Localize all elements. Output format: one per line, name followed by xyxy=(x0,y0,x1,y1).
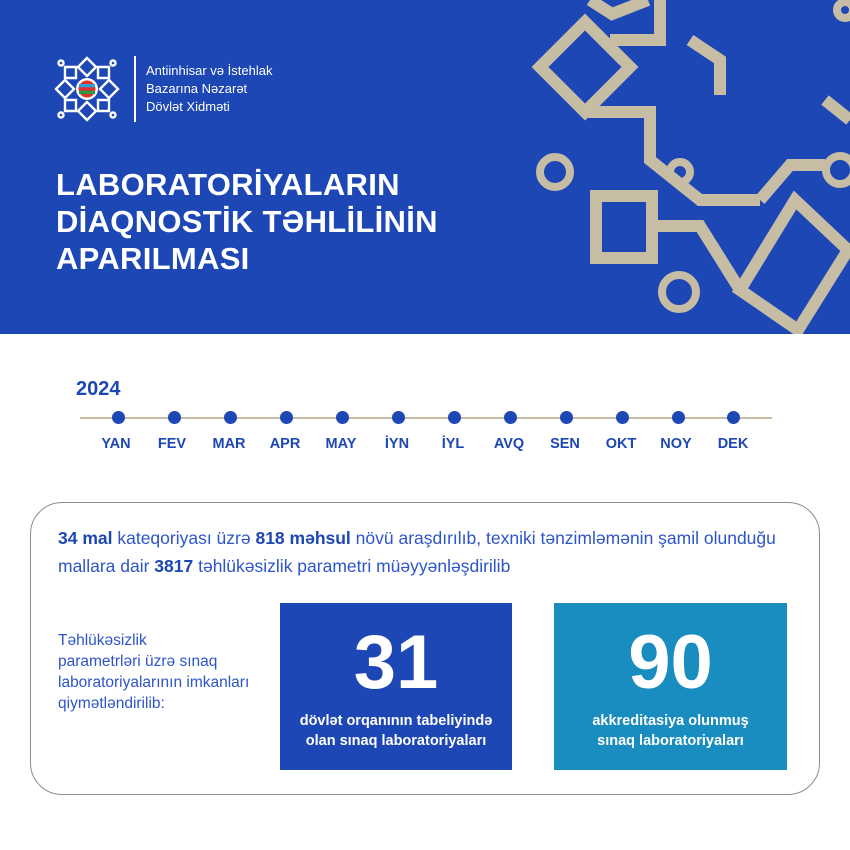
stat-caption-line: sınaq laboratoriyaları xyxy=(597,733,744,749)
summary-fragment: təhlükəsizlik parametri müəyyənləşdirilib xyxy=(193,556,511,576)
timeline-dot-yan xyxy=(112,411,125,424)
timeline-year: 2024 xyxy=(76,378,121,400)
ornament-diamond xyxy=(740,200,848,330)
stat-number: 31 xyxy=(353,620,439,705)
timeline-month-label: APR xyxy=(269,436,301,452)
page-title xyxy=(56,166,438,277)
timeline-dot-iyn xyxy=(392,411,405,424)
page-title-line: LABORATORİYALARIN xyxy=(56,167,400,202)
timeline-dot-avq xyxy=(504,411,517,424)
timeline-dot-noy xyxy=(672,411,685,424)
summary-fragment: növü araşdırılıb, texniki tənzimləmənin şamil olunduğu mallara dair xyxy=(58,528,776,576)
page-title-line: DİAQNOSTİK TƏHLİLİNİN xyxy=(56,204,438,239)
timeline-month-label: SEN xyxy=(550,436,580,452)
organization-logo xyxy=(52,54,272,124)
ornament-stroke xyxy=(690,40,720,95)
logo-divider xyxy=(134,56,136,122)
timeline-month-label: NOY xyxy=(660,436,692,452)
stat-box-state-labs xyxy=(280,603,512,770)
assessment-note xyxy=(58,630,278,714)
organization-name xyxy=(146,62,272,116)
organization-name-line: Dövlət Xidməti xyxy=(146,99,230,114)
timeline-month-label: OKT xyxy=(605,436,637,452)
timeline-dot-iyl xyxy=(448,411,461,424)
timeline-month-label: DEK xyxy=(717,436,749,452)
ornament-stroke xyxy=(585,112,760,200)
timeline-dot-dek xyxy=(727,411,740,424)
assessment-note-line: qiymətləndirilib: xyxy=(58,695,165,712)
stat-caption-line: akkreditasiya olunmuş xyxy=(592,713,749,729)
timeline-month-label: MAR xyxy=(212,436,246,452)
stat-caption-line: dövlət orqanının tabeliyində xyxy=(299,713,493,729)
timeline-month-label: AVQ xyxy=(493,436,525,452)
timeline-month-label: İYN xyxy=(384,436,410,452)
ornament-ring xyxy=(837,2,850,18)
timeline-month-label: FEV xyxy=(157,436,187,452)
ornament-ring xyxy=(662,275,696,309)
timeline-month-label: MAY xyxy=(325,436,357,452)
timeline-dot-sen xyxy=(560,411,573,424)
ornament-ring xyxy=(540,157,570,187)
assessment-note-line: Təhlükəsizlik xyxy=(58,632,147,649)
ornament-diamond xyxy=(596,196,652,258)
organization-name-line: Antiinhisar və İstehlak xyxy=(146,63,273,78)
timeline-line xyxy=(80,417,772,419)
summary-fragment: kateqoriyası üzrə xyxy=(112,528,256,548)
page-title-line: APARILMASI xyxy=(56,241,250,276)
ornament-ring xyxy=(670,162,690,182)
stat-caption-line: olan sınaq laboratoriyaları xyxy=(305,733,487,749)
organization-name-line: Bazarına Nəzarət xyxy=(146,81,248,96)
timeline-dot-mar xyxy=(224,411,237,424)
timeline-dot-fev xyxy=(168,411,181,424)
header-banner xyxy=(0,0,850,334)
summary-text xyxy=(58,524,798,580)
state-service-emblem-icon xyxy=(52,54,122,124)
ornament-stroke xyxy=(590,0,648,14)
timeline-dot-may xyxy=(336,411,349,424)
parameters-count: 3817 xyxy=(154,556,194,576)
timeline-month-label: İYL xyxy=(441,436,465,452)
ornament-stroke xyxy=(825,100,850,120)
timeline-dot-apr xyxy=(280,411,293,424)
stat-box-accredited-labs xyxy=(554,603,787,770)
categories-count: 34 mal xyxy=(58,528,113,548)
stat-caption xyxy=(554,711,787,751)
assessment-note-line: laboratoriyalarının imkanları xyxy=(58,674,250,691)
timeline-dot-okt xyxy=(616,411,629,424)
ornament-ring xyxy=(826,156,850,184)
products-count: 818 məhsul xyxy=(255,528,351,548)
stat-number: 90 xyxy=(628,620,713,705)
stat-caption xyxy=(280,711,512,751)
assessment-note-line: parametrləri üzrə sınaq xyxy=(58,653,218,670)
timeline-month-label: YAN xyxy=(101,436,131,452)
